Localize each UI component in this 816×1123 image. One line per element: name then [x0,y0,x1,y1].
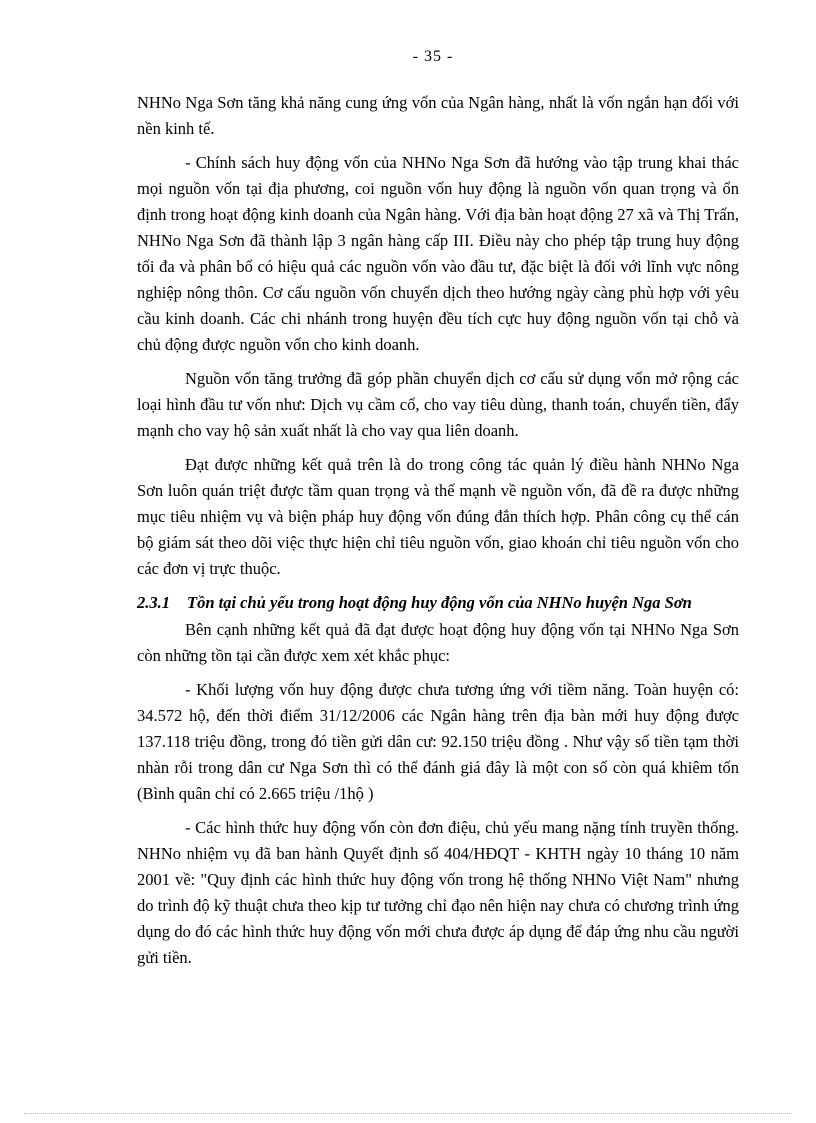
paragraph-volume: - Khối lượng vốn huy động được chưa tương ứng với tiềm năng. Toàn huyện có: 34.572 hộ, đến thời điểm 31/12/2006 các Ngân hàng trên địa bàn mới huy động được 137.118 triệu đồng, trong đó tiền gửi dân cư: 92.150 triệu đồng . Như vậy số tiền tạm thời nhàn rỗi trong dân cư Nga Sơn thì có thể đánh giá đây là một con số còn quá khiêm tốn (Bình quân chỉ có 2.665 triệu /1hộ ) [137,680,739,803]
footer-divider [24,1113,792,1114]
paragraph-intro-shortcomings: Bên cạnh những kết quả đã đạt được hoạt động huy động vốn tại NHNo Nga Sơn còn những tồn tại cần được xem xét khắc phục: [137,620,739,665]
document-body [137,90,739,979]
paragraph-policy: - Chính sách huy động vốn của NHNo Nga Sơn đã hướng vào tập trung khai thác mọi nguồn vốn tại địa phương, coi nguồn vốn huy động là nguồn vốn quan trọng và ổn định trong hoạt động kinh doanh của Ngân hàng. Với địa bàn hoạt động 27 xã và Thị Trấn, NHNo Nga Sơn đã thành lập 3 ngân hàng cấp III. Điều này cho phép tập trung huy động tối đa và phân bổ có hiệu quả các nguồn vốn vào đầu tư, đặc biệt là đối với lĩnh vực nông nghiệp nông thôn. Cơ cấu nguồn vốn chuyển dịch theo hướng ngày càng phù hợp với yêu cầu kinh doanh. Các chi nhánh trong huyện đều tích cực huy động nguồn vốn tại chỗ và chủ động được nguồn vốn cho kinh doanh. [137,153,739,354]
section-title: Tồn tại chủ yếu trong hoạt động huy động vốn của NHNo huyện Nga Sơn [187,593,692,612]
paragraph-forms: - Các hình thức huy động vốn còn đơn điệu, chủ yếu mang nặng tính truyền thống. NHNo nhiệm vụ đã ban hành Quyết định số 404/HĐQT - KHTH ngày 10 tháng 10 năm 2001 về: "Quy định các hình thức huy động vốn trong hệ thống NHNo Việt Nam" nhưng do trình độ kỹ thuật chưa theo kịp tư tưởng chỉ đạo nên hiện nay chưa có chương trình ứng dụng do đó các hình thức huy động vốn mới chưa được áp dụng để đáp ứng nhu cầu người gửi tiền. [137,818,739,967]
section-heading [137,590,739,615]
section-number: 2.3.1 [137,593,170,612]
paragraph-growth: Nguồn vốn tăng trưởng đã góp phần chuyển dịch cơ cấu sử dụng vốn mở rộng các loại hình đầu tư vốn như: Dịch vụ cầm cố, cho vay tiêu dùng, thanh toán, chuyển tiền, đẩy mạnh cho vay hộ sản xuất nhất là cho vay qua liên doanh. [137,369,739,440]
page-number: - 35 - [412,48,454,65]
paragraph-continuation: NHNo Nga Sơn tăng khả năng cung ứng vốn của Ngân hàng, nhất là vốn ngắn hạn đối với nền kinh tế. [137,93,739,138]
paragraph-results: Đạt được những kết quả trên là do trong công tác quản lý điều hành NHNo Nga Sơn luôn quán triệt được tầm quan trọng và thế mạnh về nguồn vốn, đã đề ra được những mục tiêu nhiệm vụ và biện pháp huy động vốn đúng đắn thích hợp. Phân công cụ thể cán bộ giám sát theo dõi việc thực hiện chỉ tiêu nguồn vốn, giao khoán chỉ tiêu nguồn vốn cho các đơn vị trực thuộc. [137,455,739,578]
